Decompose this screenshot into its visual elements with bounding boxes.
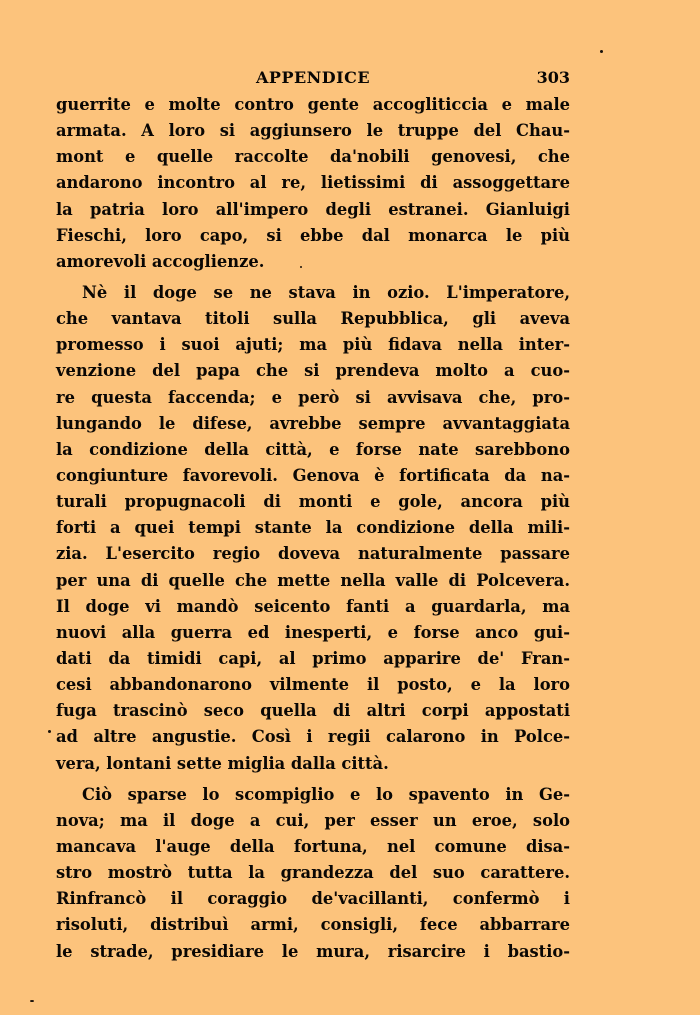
page-number: 303 xyxy=(536,68,570,87)
text-line: venzione del papa che si prendeva molto a cuo- xyxy=(56,361,570,381)
text-line: cesi abbandonarono vilmente il posto, e la loro xyxy=(56,675,570,695)
text-line: la patria loro all'impero degli estranei. Gianluigi xyxy=(56,199,570,219)
print-speck xyxy=(300,266,302,268)
text-line: turali propugnacoli di monti e gole, ancora più xyxy=(56,492,570,512)
text-line: andarono incontro al re, lietissimi di assoggettare xyxy=(56,173,570,193)
text-line: zia. L'esercito regio doveva naturalmente passare xyxy=(56,544,570,564)
text-line: che vantava titoli sulla Repubblica, gli aveva xyxy=(56,309,570,329)
text-line: stro mostrò tutta la grandezza del suo carattere. xyxy=(56,863,570,883)
text-line: amorevoli accoglienze. xyxy=(56,251,265,271)
text-line: armata. A loro si aggiunsero le truppe del Chau- xyxy=(56,121,570,141)
text-line: Il doge vi mandò seicento fanti a guardarla, ma xyxy=(56,596,570,616)
text-line: Fieschi, loro capo, si ebbe dal monarca le più xyxy=(56,225,570,245)
text-line: mancava l'auge della fortuna, nel comune disa- xyxy=(56,836,570,856)
print-speck xyxy=(48,730,51,733)
text-line: la condizione della città, e forse nate sarebbono xyxy=(56,439,570,459)
text-line: dati da timidi capi, al primo apparire de' Fran- xyxy=(56,648,570,668)
text-line: per una di quelle che mette nella valle di Polcevera. xyxy=(56,570,570,590)
text-line: Rinfrancò il coraggio de'vacillanti, confermò i xyxy=(56,889,570,909)
print-speck xyxy=(30,1000,34,1002)
print-speck xyxy=(600,50,603,53)
text-line: promesso i suoi ajuti; ma più fidava nella inter- xyxy=(56,335,570,355)
text-line: vera, lontani sette miglia dalla città. xyxy=(56,753,389,773)
text-line: lungando le difese, avrebbe sempre avvantaggiata xyxy=(56,413,570,433)
running-title: APPENDICE xyxy=(256,68,371,87)
text-line: mont e quelle raccolte da'nobili genovesi, che xyxy=(56,147,570,167)
text-line: ad altre angustie. Così i regii calarono in Polce- xyxy=(56,727,570,747)
text-line: guerrite e molte contro gente accogliticcia e male xyxy=(56,95,570,114)
text-line: re questa faccenda; e però si avvisava che, pro- xyxy=(56,387,570,407)
text-line: congiunture favorevoli. Genova è fortificata da na- xyxy=(56,465,570,485)
text-line: nova; ma il doge a cui, per esser un eroe, solo xyxy=(56,810,570,830)
text-line: forti a quei tempi stante la condizione della mili- xyxy=(56,518,570,538)
text-line: nuovi alla guerra ed inesperti, e forse anco gui- xyxy=(56,622,570,642)
text-line: Ciò sparse lo scompiglio e lo spavento in Ge- xyxy=(82,784,570,804)
text-line: Nè il doge se ne stava in ozio. L'imperatore, xyxy=(82,282,570,302)
text-line: risoluti, distribuì armi, consigli, fece abbarrare xyxy=(56,915,570,935)
text-line: le strade, presidiare le mura, risarcire i bastio- xyxy=(56,941,570,961)
body-text xyxy=(56,92,570,965)
text-line: fuga trascinò seco quella di altri corpi appostati xyxy=(56,701,570,721)
running-head xyxy=(58,68,570,92)
